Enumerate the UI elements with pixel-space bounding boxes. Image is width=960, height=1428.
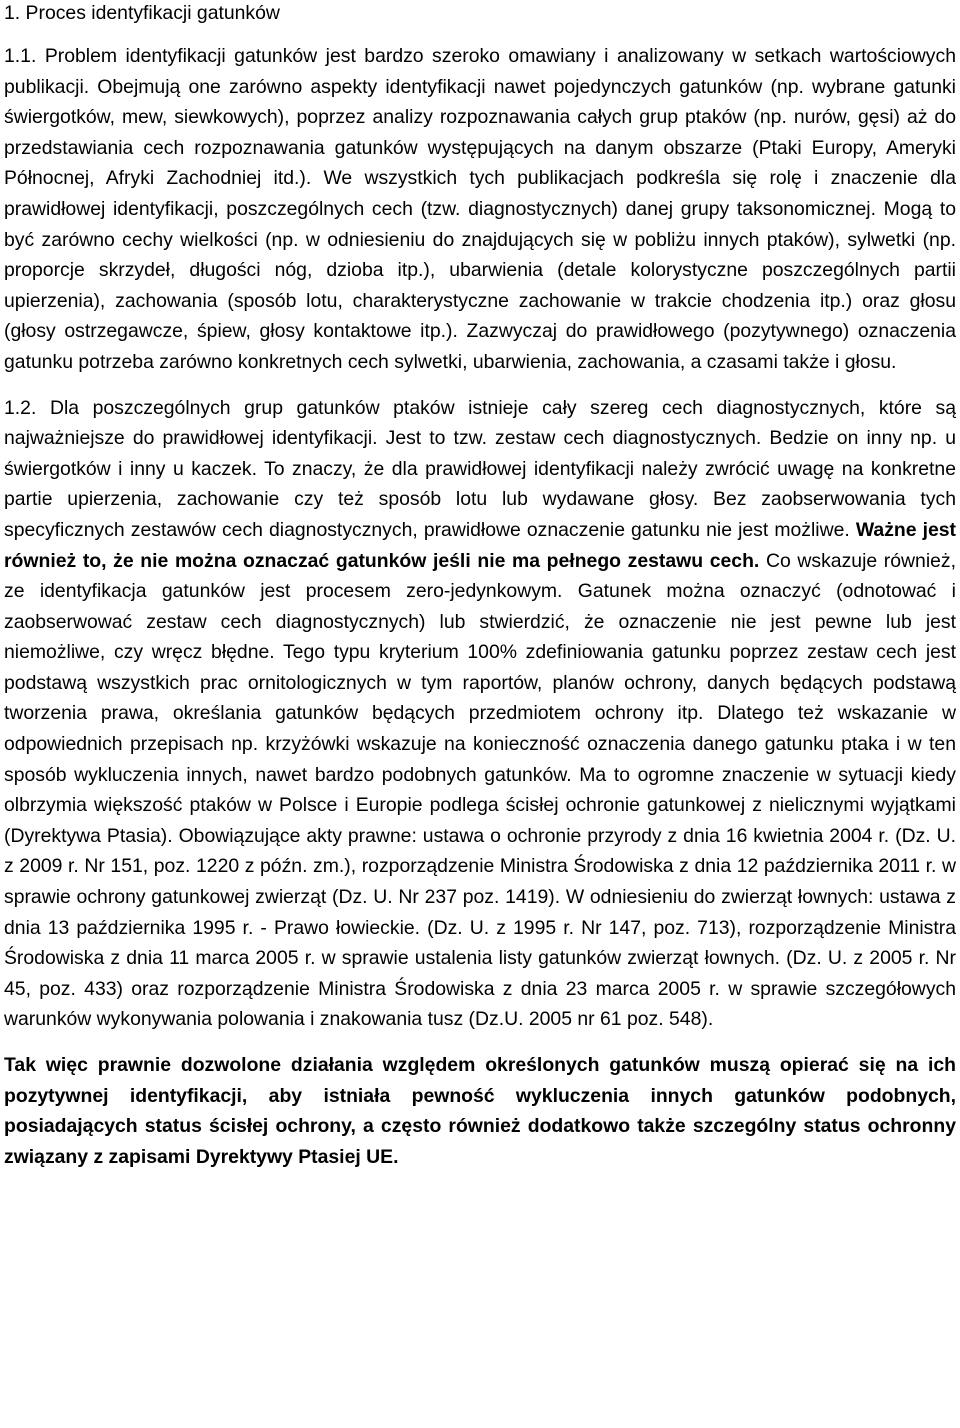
paragraph-conclusion: Tak więc prawnie dozwolone działania względem określonych gatunków muszą opierać się na ich pozytywnej identyfikacji, aby istniała pewność wykluczenia innych gatunków podobnych, posiadających status ścisłej ochrony, a często również dodatkowo także szczególny status ochronny związany z zapisami Dyrektywy Ptasiej UE. — [4, 1054, 956, 1168]
paragraph-1-1-text: Problem identyfikacji gatunków jest bardzo szeroko omawiany i analizowany w setkach wartościowych publikacji. Obejmują one zarówno aspekty identyfikacji nawet pojedynczych gatunków (np. wybrane gatunki świergotków, mew, siewkowych), poprzez analizy rozpoznawania całych grup ptaków (np. nurów, gęsi) aż do przedstawiania cech rozpoznawania gatunków występujących na danym obszarze (Ptaki Europy, Ameryki Północnej, Afryki Zachodniej itd.). We wszystkich tych publikacjach podkreśla się rolę i znaczenie dla prawidłowej identyfikacji, poszczególnych cech (tzw. diagnostycznych) danej grupy taksonomicznej. Mogą to być zarówno cechy wielkości (np. w odniesieniu do znajdujących się w pobliżu innych ptaków), sylwetki (np. proporcje skrzydeł, długości nóg, dzioba itp.), ubarwienia (detale kolorystyczne poszczególnych partii upierzenia), zachowania (sposób lotu, charakterystyczne zachowanie w trakcie chodzenia itp.) oraz głosu (głosy ostrzegawcze, śpiew, głosy kontaktowe itp.). Zazwyczaj do prawidłowego (pozytywnego) oznaczenia gatunku potrzeba zarówno konkretnych cech sylwetki, ubarwienia, zachowania, a czasami także i głosu. — [4, 45, 956, 373]
paragraph-1-2 — [4, 393, 956, 1035]
paragraph-1-2-number: 1.2. — [4, 396, 37, 419]
paragraph-1-2-bold-text: Ważne jest również to, że nie można oznaczać gatunków jeśli nie ma pełnego zestawu cech. — [4, 518, 957, 572]
section-heading: 1. Proces identyfikacji gatunków — [4, 2, 280, 24]
paragraph-1-2-text-after-bold: Co wskazuje również, ze identyfikacja gatunków jest procesem zero-jedynkowym. Gatunek można oznaczyć (odnotować i zaobserwować zestaw cech diagnostycznych) lub stwierdzić, że oznaczenie nie jest pewne lub jest niemożliwe, czy wręcz błędne. Tego typu kryterium 100% zdefiniowania gatunku poprzez zestaw cech jest podstawą wszystkich prac ornitologicznych w tym raportów, planów ochrony, danych będących podstawą tworzenia prawa, określania gatunków będących przedmiotem ochrony itp. Dlatego też wskazanie w odpowiednich przepisach np. krzyżówki wskazuje na konieczność oznaczenia danego gatunku ptaka i w ten sposób wykluczenia innych, nawet bardzo podobnych gatunków. Ma to ogromne znaczenie w sytuacji kiedy olbrzymia większość ptaków w Polsce i Europie podlega ścisłej ochronie gatunkowej z nielicznymi wyjątkami (Dyrektywa Ptasia). Obowiązujące akty prawne: ustawa o ochronie przyrody z dnia 16 kwietnia 2004 r. (Dz. U. z 2009 r. Nr 151, poz. 1220 z późn. zm.), rozporządzenie Ministra Środowiska z dnia 12 października 2011 r. w sprawie ochrony gatunkowej zwierząt (Dz. U. Nr 237 poz. 1419). W odniesieniu do zwierząt łownych: ustawa z dnia 13 października 1995 r. - Prawo łowieckie. (Dz. U. z 1995 r. Nr 147, poz. 713), rozporządzenie Ministra Środowiska z dnia 11 marca 2005 r. w sprawie ustalenia listy gatunków zwierząt łownych. (Dz. U. z 2005 r. Nr 45, poz. 433) oraz rozporządzenie Ministra Środowiska z dnia 23 marca 2005 r. w sprawie szczegółowych warunków wykonywania polowania i znakowania tusz (Dz.U. 2005 nr 61 poz. 548). — [4, 549, 957, 1031]
paragraph-1-1-number: 1.1. — [4, 45, 37, 67]
paragraph-1-2-text-before-bold: Dla poszczególnych grup gatunków ptaków istnieje cały szereg cech diagnostycznych, które są najważniejsze do prawidłowej identyfikacji. Jest to tzw. zestaw cech diagnostycznych. Bedzie on inny np. u świergotków i inny u kaczek. To znaczy, że dla prawidłowej identyfikacji należy zwrócić uwagę na konkretne partie upierzenia, zachowanie czy też sposób lotu lub wydawane głosy. Bez zaobserwowania tych specyficznych zestawów cech diagnostycznych, prawidłowe oznaczenie gatunku nie jest możliwe. — [4, 396, 956, 541]
paragraph-1-1 — [4, 41, 956, 378]
